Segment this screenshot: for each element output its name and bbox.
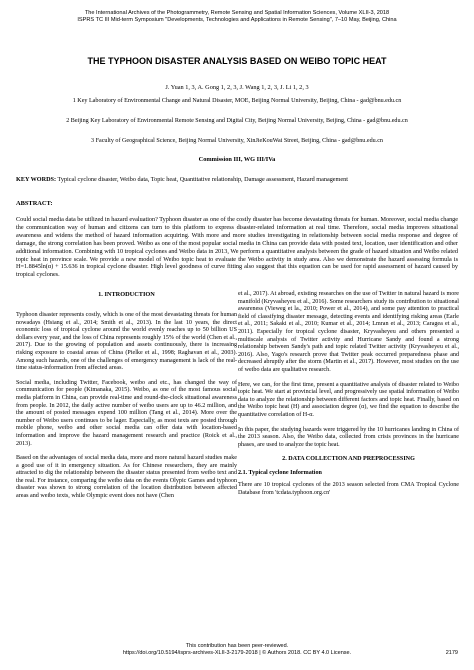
intro-paragraph-4: et al., 2017). At abroad, existing researches on the use of Twitter in natural hazard is more manifold (Kryvasheyeu et al., 2016). Some researchers study its contribution to situational awareness (Vieweg et la., 2010; Power et al., 2014), and some pay attention to practical field of classifying disaster message, detecting events and identifying risking areas (Earle et al., 2011; Sakaki et al., 2010; Kumar et al., 2014; Lmran et al., 2013; Caragea et al., 2011). Especially for tropical cyclone disaster, Kryvasheyeu and others presented a multiscale analysis of Twitter activity and Hurricane Sandy and found a strong relationship between Sandy's path and topic related Twitter activity (Kryvasheyeu et al., 2016). Also, Yago's research prove that Twitter peak occurred preparedness phase and decreased abruptly after the storm (Martin et al., 2017). However, most studies on the use of weibo data are qualitative research. [238,291,459,373]
intro-paragraph-2: Social media, including Twitter, Facebook, weibo and etc., has changed the way of communication for people (Kimanaka, 2015). Weibo, as one of the most famous social media platform in China, can provide real-time and round-the-clock situational awareness from people. In 2012, the daily active number of weibo users are up to 46.2 million, and the amount of posted messages expend 100 million (Tang et al., 2014). More over the number of Weibo users continues to be lager. Especially, as most texts are posted through mobile phone, weibo and other social media can offer data with location-based information and improve the hazard management research and practice (Roick et al., 2013). [16,379,237,447]
left-column [16,312,237,508]
keywords-label: KEY WORDS: [16,176,57,183]
page-number: 2179 [445,650,458,656]
right-column [238,291,459,505]
page-footer [0,643,474,657]
intro-paragraph-6: In this paper, the studying hazards were triggered by the 10 hurricanes landing in China of the 2013 season. Also, the Weibo data, collected from crisis provinces in the hurricane phases, are used to analyze the topic heat. [238,426,459,448]
intro-paragraph-1: Typhoon disaster represents costly, which is one of the most devastating threats for human nowadays (Hsiang et al., 2014; Smith et al., 2013). In the last 10 years, the direct economic loss of tropical cyclone around the world evenly reaches up to 50 billion US dollars every year, and the loss of China represents roughly 15% of the world (Chen et al., 2017). Due to the growing of population and assets continuously, there is increasing risking exposure to coastal areas of China (Pielke et al., 1998; Raghavan et al., 2003). Among such hazards, one of the challenges of emergency management is lack of the real-time status-information from affected areas. [16,312,237,372]
footer-doi: https://doi.org/10.5194/isprs-archives-XLII-3-2179-2018 | © Authors 2018. CC BY 4.0 License. [122,650,352,656]
subsection-2-1-heading: 2.1. Typical cyclone Information [238,469,322,476]
header-line-2: ISPRS TC III Mid-term Symposium "Developments, Technologies and Applications in Remote Sensing", 7–10 May, Beijing, China [77,17,397,23]
affiliation-3: 3 Faculty of Geographical Science, Beijing Normal University, XinJieKouWai Street, Beijing, China - gad@bnu.edu.cn [91,138,383,144]
intro-paragraph-5: Here, we can, for the first time, present a quantitative analysis of disaster related to Weibo topic heat. We start at provincial level, and progressively use spatial information of Weibo data to analyze the relationship between different factors and topic heat. Finally, based on the Weibo topic heat (H) and association degree (α), we find the equation to describe the quantitative correlation of H-α. [238,381,459,418]
section-2-heading: 2. DATA COLLECTION AND PREPROCESSING [282,456,415,463]
section-1-heading: 1. INTRODUCTION [98,291,155,298]
affiliation-2: 2 Beijing Key Laboratory of Environmental Remote Sensing and Digital City, Beijing Normal University, Beijing, China - gad@bnu.edu.cn [66,118,408,124]
keywords-text: Typical cyclone disaster, Weibo data, Topic heat, Quantitative relationship, Damage assessment, Hazard management [57,176,348,183]
data-paragraph-1: There are 10 tropical cyclones of the 2013 season selected from CMA Tropical Cyclone Database from 'tcdata.typhoon.org.cn' [238,482,459,497]
paper-title: THE TYPHOON DISASTER ANALYSIS BASED ON WEIBO TOPIC HEAT [87,56,387,66]
keywords [16,176,458,184]
header-line-1: The International Archives of the Photogrammetry, Remote Sensing and Spatial Information Sciences, Volume XLII-3, 2018 [84,10,390,16]
commission-line: Commission III, WG III/IVa [198,156,276,163]
abstract-body: Could social media data be utilized in hazard evaluation? Typhoon disaster as one of the costly disaster has become devastating threats for human. Moreover, social media change the communication way of human and citizens can turn to this platform to express disaster-related information at real time. Therefore, social media improves situational awareness and widens the method of hazard information acquiring. With more and more studies investigating in relationship between social media response and degree of damage, the strong correlation has been proved. Weibo as one of the most popular social media in China can provide data with posted text, location, user identification and other additional information. Combining with 10 tropical cyclones and Weibo data in 2013, We perform a quantitative analysis between the grade of hazard situation and Weibo related topic heat in province scale. We provide a new model of Weibo topic heat to evaluate the Weibo activity in study area. Also we demonstrate the hazard assessing formula is H=1.8845ln(α) + 15.636 in tropical cyclone disaster. High level goodness of curve fitting also suggest that this equation can be used for rapid assessment of hazard caused by tropical cyclones. [16,216,458,279]
intro-paragraph-3: Based on the advantages of social media data, more and more natural hazard studies make a good use of it in emergency situation. As for Chinese researchers, they are mainly attracted to dig the relationship between the disaster status presented from weibo text and the real. For instance, comparing the weibo data on the events Olypic Games and typhoon disaster was shown to strong correlation of the location distribution between affected areas and weibo texts, while Olympic event does not have (Chen [16,455,237,500]
affiliation-1: 1 Key Laboratory of Environmental Change and Natural Disaster, MOE, Beijing Normal University, Beijing, China - gad@bnu.edu.cn [72,98,402,104]
abstract-heading: ABSTRACT: [16,200,53,207]
footer-review-note: This contribution has been peer-reviewed. [185,643,289,649]
running-header [0,10,474,24]
author-list: J. Yuan 1, 3, A. Gong 1, 2, 3, J. Wang 1, 2, 3, J. Li 1, 2, 3 [165,84,309,91]
